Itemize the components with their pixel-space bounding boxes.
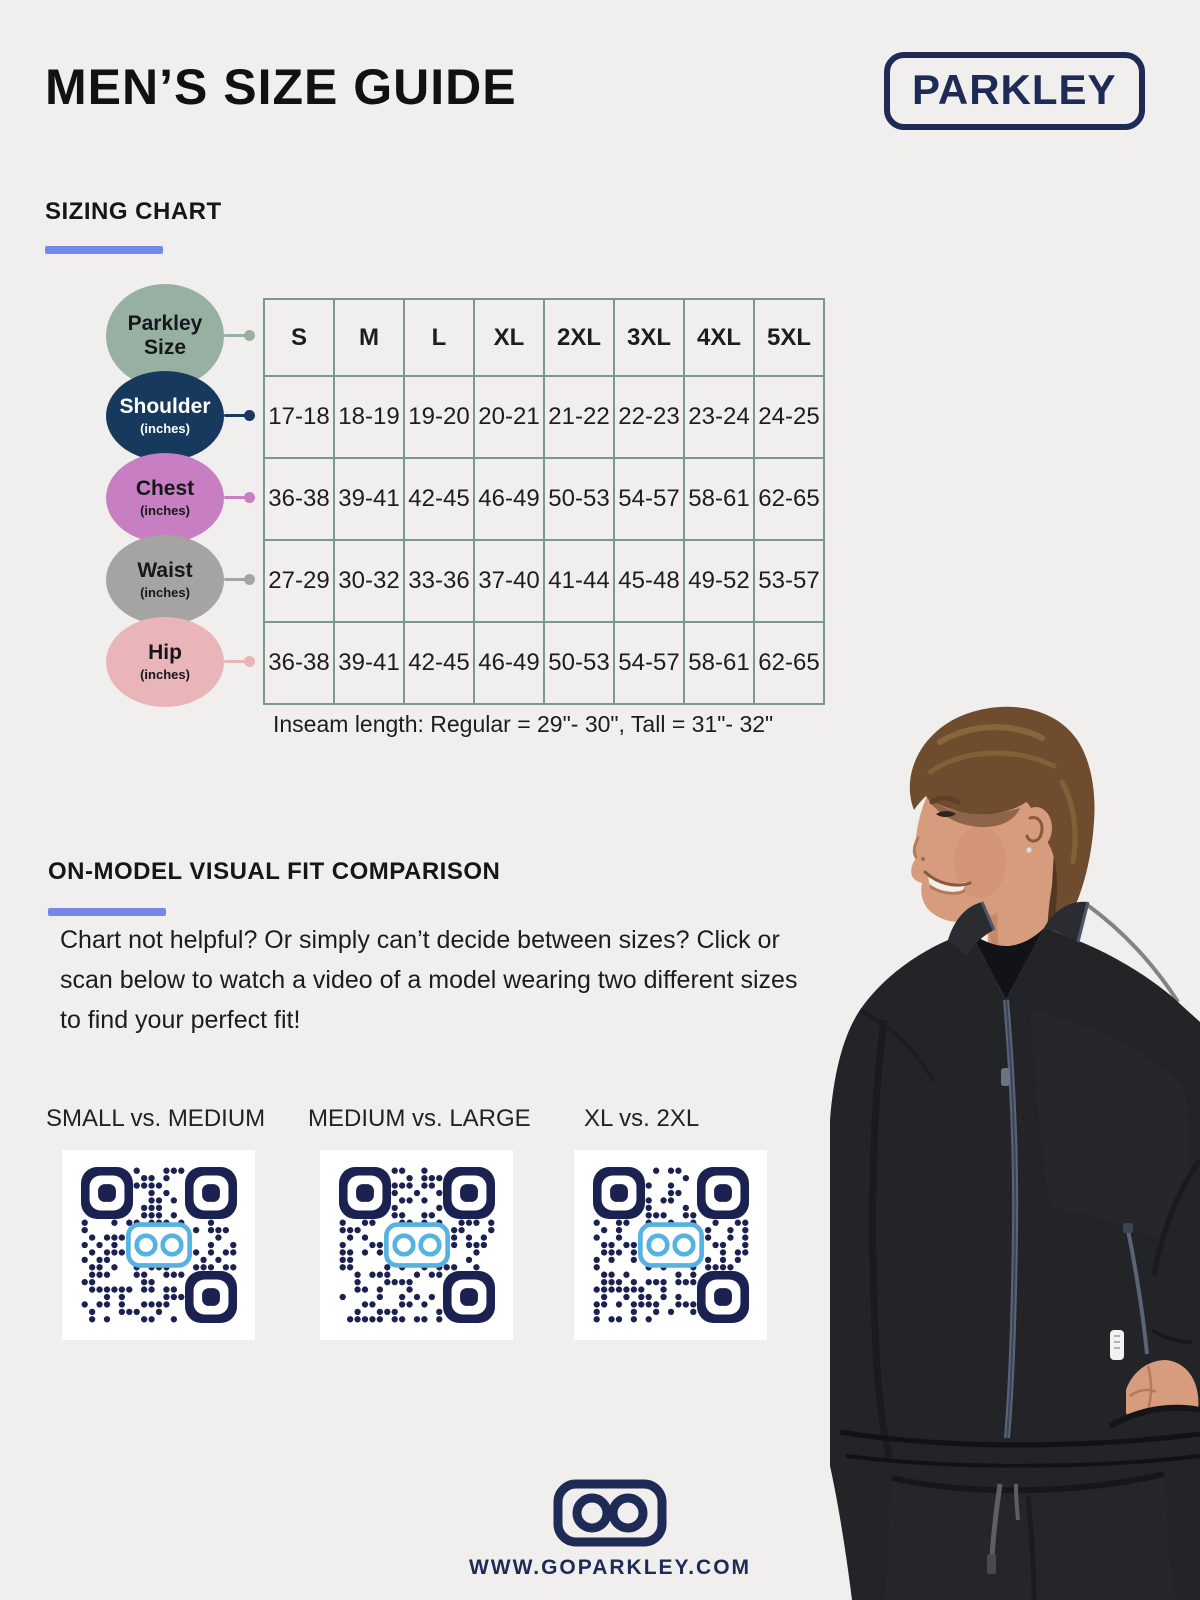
qr-label-medium-vs-large: MEDIUM vs. LARGE [308,1105,531,1132]
sizing-heading-underline [45,246,163,254]
website-link[interactable]: WWW.GOPARKLEY.COM [468,1556,752,1579]
qr-pattern [339,1167,495,1323]
shoulder-cell: 21-22 [545,377,615,459]
connector-chest [224,496,246,499]
row-label-text: Shoulder [119,394,211,418]
size-column-header: 2XL [545,300,615,377]
size-column-header: 3XL [615,300,685,377]
row-label-unit: (inches) [140,421,190,437]
size-column-header: XL [475,300,545,377]
waist-cell: 30-32 [335,541,405,623]
goggles-logo-icon [552,1478,668,1548]
hip-cell: 46-49 [475,623,545,705]
shoulder-cell: 20-21 [475,377,545,459]
sizing-table [263,298,825,705]
waist-cell: 49-52 [685,541,755,623]
size-column-header: M [335,300,405,377]
row-label-text: Waist [137,558,193,582]
shoulder-cell: 17-18 [265,377,335,459]
row-label-waist [106,535,224,625]
waist-cell: 27-29 [265,541,335,623]
connector-dot [244,492,255,503]
qr-code-small-vs-medium[interactable] [62,1150,255,1340]
chest-cell: 39-41 [335,459,405,541]
row-label-chest [106,453,224,543]
row-label-unit: (inches) [140,667,190,683]
row-label-hip [106,617,224,707]
size-column-header: S [265,300,335,377]
qr-code-medium-vs-large[interactable] [320,1150,513,1340]
size-column-header: L [405,300,475,377]
connector-dot [244,410,255,421]
brand-logo: PARKLEY [884,52,1145,130]
hip-cell: 39-41 [335,623,405,705]
waist-cell: 45-48 [615,541,685,623]
connector-shoulder [224,414,246,417]
row-label-shoulder [106,371,224,461]
connector-dot [244,574,255,585]
model-photo [830,690,1200,1600]
shoulder-cell: 24-25 [755,377,825,459]
chest-cell: 46-49 [475,459,545,541]
waist-cell: 33-36 [405,541,475,623]
waist-cell: 41-44 [545,541,615,623]
qr-code-xl-vs-2xl[interactable] [574,1150,767,1340]
shoulder-cell: 23-24 [685,377,755,459]
chest-cell: 42-45 [405,459,475,541]
qr-label-small-vs-medium: SMALL vs. MEDIUM [46,1105,266,1132]
chest-cell: 50-53 [545,459,615,541]
sizing-chart-heading: SIZING CHART [45,198,222,225]
connector-dot [244,330,255,341]
row-label-text: Parkley Size [127,311,203,359]
chest-cell: 58-61 [685,459,755,541]
size-column-header: 4XL [685,300,755,377]
fit-heading-underline [48,908,166,916]
inseam-note: Inseam length: Regular = 29"- 30", Tall = 31"- 32" [273,711,774,737]
shoulder-cell: 18-19 [335,377,405,459]
row-label-text: Chest [135,476,195,500]
shoulder-cell: 19-20 [405,377,475,459]
hip-cell: 42-45 [405,623,475,705]
hip-cell: 36-38 [265,623,335,705]
chest-cell: 54-57 [615,459,685,541]
hip-cell: 50-53 [545,623,615,705]
page-title: MEN’S SIZE GUIDE [45,59,517,115]
connector-parkley-size [224,334,246,337]
connector-waist [224,578,246,581]
row-label-unit: (inches) [140,585,190,601]
qr-label-xl-vs-2xl: XL vs. 2XL [584,1105,700,1132]
chest-cell: 62-65 [755,459,825,541]
hip-cell: 54-57 [615,623,685,705]
size-column-header: 5XL [755,300,825,377]
fit-comparison-heading: ON-MODEL VISUAL FIT COMPARISON [48,858,501,885]
waist-cell: 53-57 [755,541,825,623]
chest-cell: 36-38 [265,459,335,541]
hip-cell: 62-65 [755,623,825,705]
waist-cell: 37-40 [475,541,545,623]
shoulder-cell: 22-23 [615,377,685,459]
row-label-text: Hip [148,640,182,664]
qr-pattern [81,1167,237,1323]
hip-cell: 58-61 [685,623,755,705]
fit-comparison-description: Chart not helpful? Or simply can’t decide between sizes? Click or scan below to watch a video of a model wearing two different sizes to find your perfect fit! [60,926,798,1034]
connector-hip [224,660,246,663]
row-label-unit: (inches) [140,503,190,519]
connector-dot [244,656,255,667]
qr-pattern [593,1167,749,1323]
